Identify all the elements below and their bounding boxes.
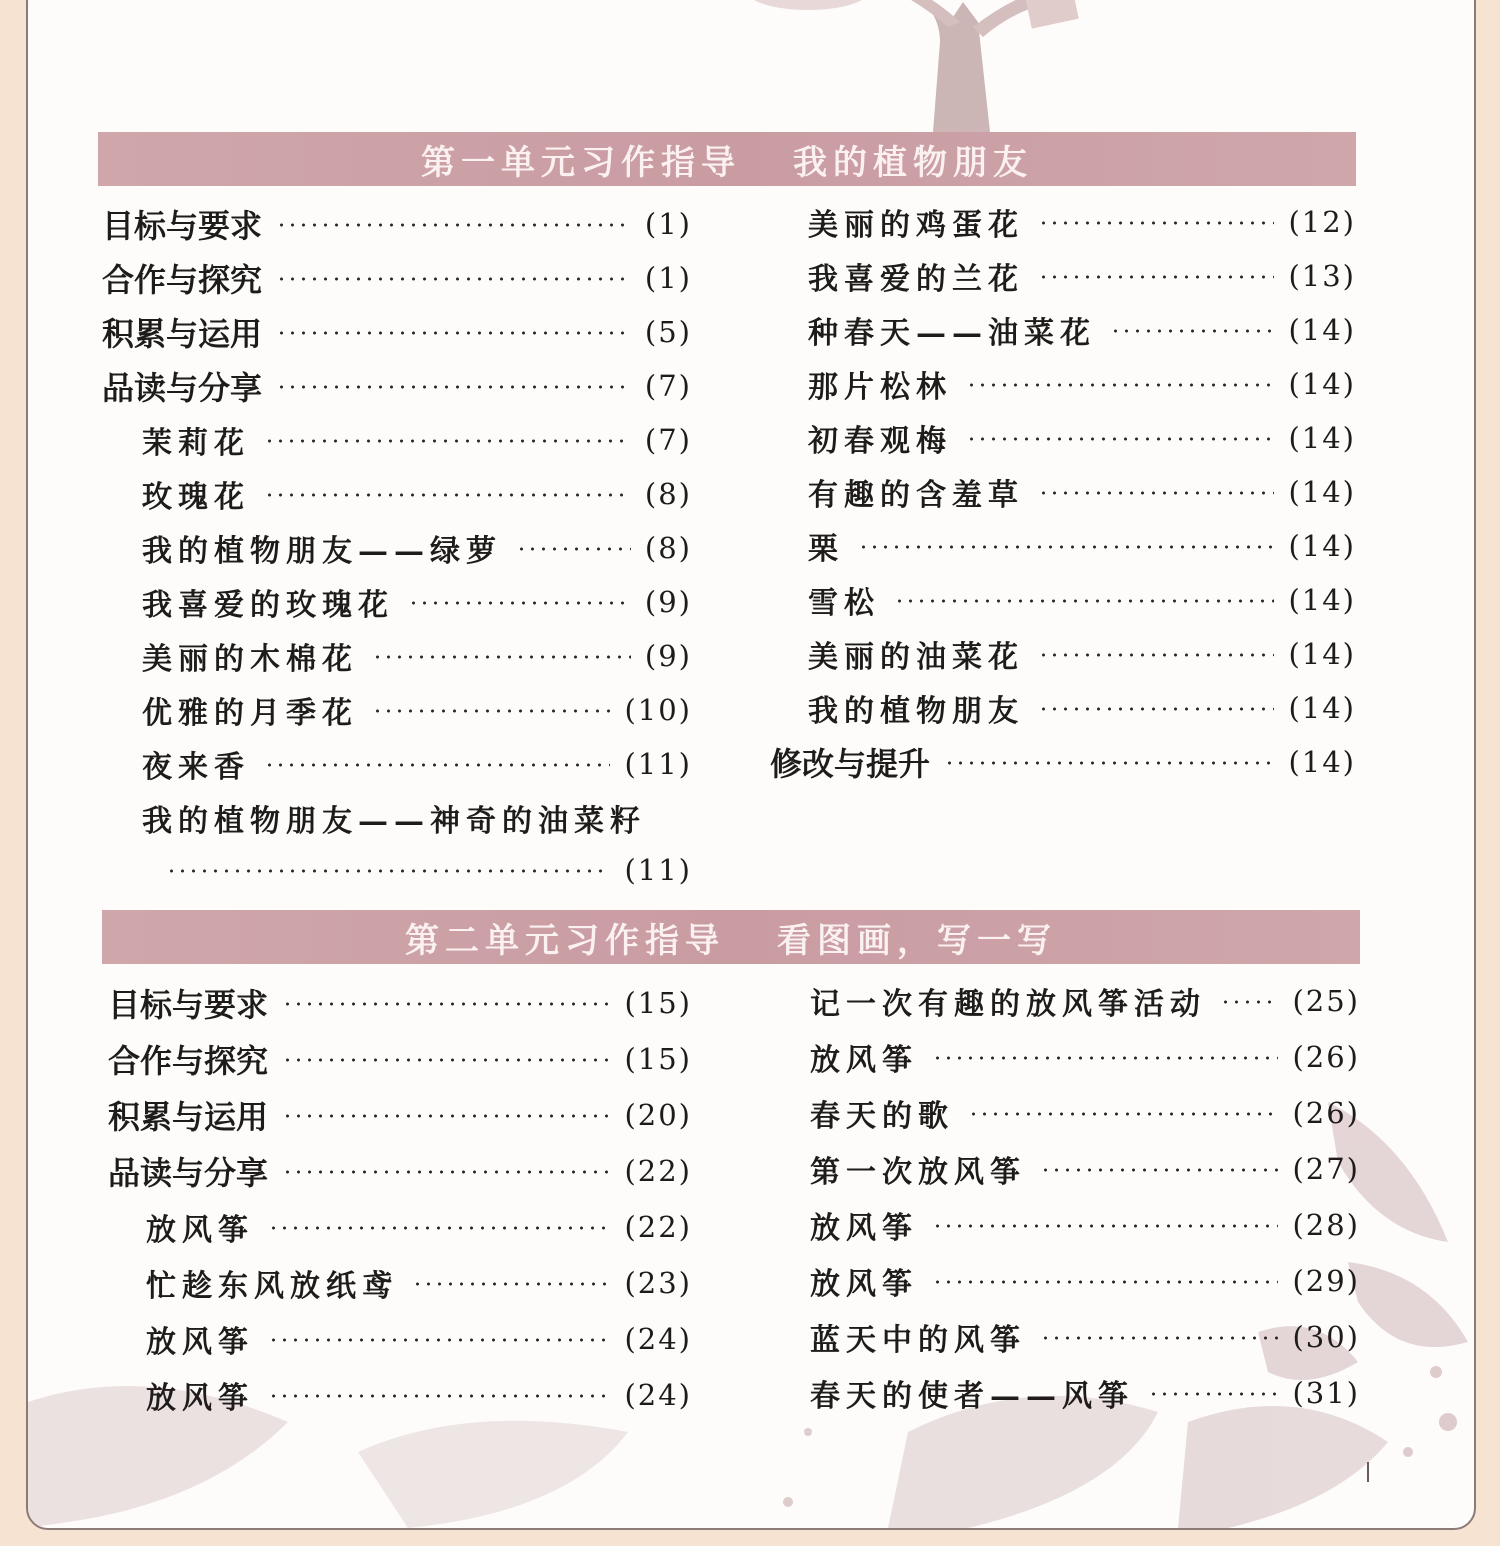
entry-title: 美丽的鸡蛋花	[808, 208, 1024, 243]
section-1-unit: 第一单元习作指导	[421, 142, 741, 183]
entry-page: (27)	[1292, 1152, 1360, 1186]
entry-title: 雪松	[808, 586, 880, 621]
toc-entry[interactable]	[142, 634, 692, 678]
toc-entry[interactable]	[810, 1315, 1360, 1359]
section-1-theme: 我的植物朋友	[793, 142, 1033, 183]
entry-page: (25)	[1292, 984, 1360, 1018]
toc-entry[interactable]	[102, 202, 692, 246]
dot-leader	[268, 1338, 610, 1342]
toc-entry[interactable]	[142, 472, 692, 516]
entry-title: 那片松林	[808, 370, 952, 405]
dot-leader	[276, 331, 631, 335]
dot-leader	[1038, 491, 1274, 495]
entry-page: (30)	[1292, 1320, 1360, 1354]
entry-title: 合作与探究	[102, 261, 263, 299]
entry-title: 美丽的木棉花	[142, 642, 358, 677]
entry-page: (26)	[1292, 1040, 1360, 1074]
dot-leader	[268, 1394, 610, 1398]
entry-page: (14)	[1288, 745, 1356, 779]
entry-page: (14)	[1288, 637, 1356, 671]
entry-title: 栗	[808, 532, 844, 567]
entry-page: (14)	[1288, 475, 1356, 509]
toc-entry[interactable]	[142, 580, 692, 624]
dot-leader	[276, 385, 631, 389]
dot-leader	[1040, 1168, 1278, 1172]
toc-entry[interactable]	[808, 416, 1356, 460]
entry-title: 记一次有趣的放风筝活动	[810, 987, 1206, 1022]
entry-page: (14)	[1288, 421, 1356, 455]
entry-title: 我的植物朋友——神奇的油菜籽	[142, 804, 646, 839]
toc-entry[interactable]	[142, 688, 692, 732]
entry-title: 有趣的含羞草	[808, 478, 1024, 513]
entry-title: 品读与分享	[102, 369, 263, 407]
entry-page: (23)	[624, 1266, 692, 1300]
entry-page: (26)	[1292, 1096, 1360, 1130]
dot-leader	[276, 223, 631, 227]
dot-leader	[966, 383, 1274, 387]
dot-leader	[1038, 221, 1274, 225]
dot-leader	[944, 761, 1274, 765]
dot-leader	[408, 601, 631, 605]
book-page	[26, 0, 1476, 1530]
dot-leader	[372, 655, 631, 659]
entry-title: 放风筝	[810, 1267, 918, 1302]
tree-illustration	[748, 0, 1079, 132]
entry-page: (14)	[1288, 583, 1356, 617]
entry-title: 我喜爱的兰花	[808, 262, 1024, 297]
entry-title: 茉莉花	[142, 426, 250, 461]
toc-entry[interactable]	[142, 526, 692, 570]
entry-title: 种春天——油菜花	[808, 316, 1096, 351]
entry-page: (8)	[644, 477, 692, 511]
toc-entry[interactable]	[146, 1261, 692, 1305]
toc-entry[interactable]	[108, 1149, 692, 1193]
dot-leader	[282, 1114, 610, 1118]
dot-leader	[282, 1170, 610, 1174]
entry-title: 春天的歌	[810, 1099, 954, 1134]
dot-leader	[264, 763, 610, 767]
entry-page: (24)	[624, 1322, 692, 1356]
toc-entry-title-line[interactable]	[142, 796, 702, 840]
entry-page: (9)	[644, 639, 692, 673]
dot-leader	[1038, 653, 1274, 657]
section-2-banner	[102, 910, 1360, 964]
dot-leader	[282, 1058, 610, 1062]
entry-title: 目标与要求	[102, 207, 263, 245]
toc-entry[interactable]	[810, 1091, 1360, 1135]
toc-entry[interactable]	[108, 981, 692, 1025]
toc-entry[interactable]	[808, 308, 1356, 352]
entry-title: 积累与运用	[102, 315, 263, 353]
dot-leader	[894, 599, 1274, 603]
entry-title: 放风筝	[810, 1211, 918, 1246]
toc-entry-continuation[interactable]	[152, 848, 692, 892]
toc-entry[interactable]	[810, 1371, 1360, 1415]
entry-title: 放风筝	[146, 1325, 254, 1360]
toc-entry[interactable]	[810, 1259, 1360, 1303]
entry-title: 我的植物朋友	[808, 694, 1024, 729]
toc-entry[interactable]	[810, 1203, 1360, 1247]
entry-title: 修改与提升	[770, 745, 931, 783]
dot-leader	[968, 1112, 1278, 1116]
entry-page: (24)	[624, 1378, 692, 1412]
entry-page: (7)	[644, 423, 692, 457]
entry-title: 目标与要求	[108, 986, 269, 1024]
entry-page: (15)	[624, 986, 692, 1020]
dot-leader	[412, 1282, 610, 1286]
toc-entry[interactable]	[808, 686, 1356, 730]
dot-leader	[1038, 707, 1274, 711]
toc-entry[interactable]	[108, 1037, 692, 1081]
entry-page: (11)	[624, 853, 692, 887]
toc-entry[interactable]	[770, 740, 1356, 784]
entry-title: 优雅的月季花	[142, 696, 358, 731]
toc-entry[interactable]	[808, 362, 1356, 406]
entry-page: (9)	[644, 585, 692, 619]
toc-entry[interactable]	[146, 1317, 692, 1361]
entry-page: (7)	[644, 369, 692, 403]
toc-entry[interactable]	[108, 1093, 692, 1137]
entry-page: (11)	[624, 747, 692, 781]
toc-entry[interactable]	[808, 200, 1356, 244]
dot-leader	[1038, 275, 1274, 279]
toc-entry[interactable]	[810, 1147, 1360, 1191]
entry-page: (14)	[1288, 691, 1356, 725]
dot-leader	[1220, 1000, 1278, 1004]
toc-entry[interactable]	[810, 1035, 1360, 1079]
toc-entry[interactable]	[142, 742, 692, 786]
toc-entry[interactable]	[810, 979, 1360, 1023]
entry-title: 合作与探究	[108, 1042, 269, 1080]
entry-page: (13)	[1288, 259, 1356, 293]
toc-entry[interactable]	[808, 632, 1356, 676]
entry-title: 初春观梅	[808, 424, 952, 459]
dot-leader	[166, 869, 610, 873]
toc-entry[interactable]	[142, 418, 692, 462]
toc-entry[interactable]	[146, 1205, 692, 1249]
entry-page: (12)	[1288, 205, 1356, 239]
dot-leader	[932, 1224, 1278, 1228]
entry-page: (15)	[624, 1042, 692, 1076]
entry-page: (8)	[644, 531, 692, 565]
entry-page: (20)	[624, 1098, 692, 1132]
toc-entry[interactable]	[808, 470, 1356, 514]
toc-entry[interactable]	[102, 310, 692, 354]
entry-page: (22)	[624, 1210, 692, 1244]
dot-leader	[1110, 329, 1274, 333]
toc-entry[interactable]	[808, 524, 1356, 568]
entry-page: (14)	[1288, 367, 1356, 401]
dot-leader	[282, 1002, 610, 1006]
dot-leader	[372, 709, 610, 713]
entry-title: 美丽的油菜花	[808, 640, 1024, 675]
section-2-theme: 看图画，写一写	[777, 920, 1057, 961]
entry-title: 积累与运用	[108, 1098, 269, 1136]
entry-title: 放风筝	[810, 1043, 918, 1078]
dot-leader	[1148, 1392, 1278, 1396]
toc-entry[interactable]	[146, 1373, 692, 1417]
section-1-banner	[98, 132, 1356, 186]
entry-title: 我的植物朋友——绿萝	[142, 534, 502, 569]
entry-page: (28)	[1292, 1208, 1360, 1242]
entry-title: 玫瑰花	[142, 480, 250, 515]
entry-page: (14)	[1288, 313, 1356, 347]
entry-title: 我喜爱的玫瑰花	[142, 588, 394, 623]
dot-leader	[264, 493, 631, 497]
entry-page: (1)	[644, 207, 692, 241]
dot-leader	[966, 437, 1274, 441]
dot-leader	[932, 1056, 1278, 1060]
entry-page: (14)	[1288, 529, 1356, 563]
section-2-unit: 第二单元习作指导	[405, 920, 725, 961]
dot-leader	[516, 547, 631, 551]
toc-entry[interactable]	[102, 256, 692, 300]
entry-page: (31)	[1292, 1376, 1360, 1410]
dot-leader	[932, 1280, 1278, 1284]
dot-leader	[1040, 1336, 1278, 1340]
dot-leader	[264, 439, 631, 443]
entry-page: (22)	[624, 1154, 692, 1188]
dot-leader	[268, 1226, 610, 1230]
entry-title: 放风筝	[146, 1381, 254, 1416]
entry-title: 春天的使者——风筝	[810, 1379, 1134, 1414]
entry-title: 放风筝	[146, 1213, 254, 1248]
entry-page: (29)	[1292, 1264, 1360, 1298]
entry-title: 第一次放风筝	[810, 1155, 1026, 1190]
toc-entry[interactable]	[808, 578, 1356, 622]
toc-entry[interactable]	[808, 254, 1356, 298]
entry-page: (1)	[644, 261, 692, 295]
dot-leader	[276, 277, 631, 281]
entry-page: (5)	[644, 315, 692, 349]
entry-title: 忙趁东风放纸鸢	[146, 1269, 398, 1304]
toc-entry[interactable]	[102, 364, 692, 408]
entry-page: (10)	[624, 693, 692, 727]
entry-title: 夜来香	[142, 750, 250, 785]
entry-title: 蓝天中的风筝	[810, 1323, 1026, 1358]
entry-title: 品读与分享	[108, 1154, 269, 1192]
dot-leader	[858, 545, 1274, 549]
